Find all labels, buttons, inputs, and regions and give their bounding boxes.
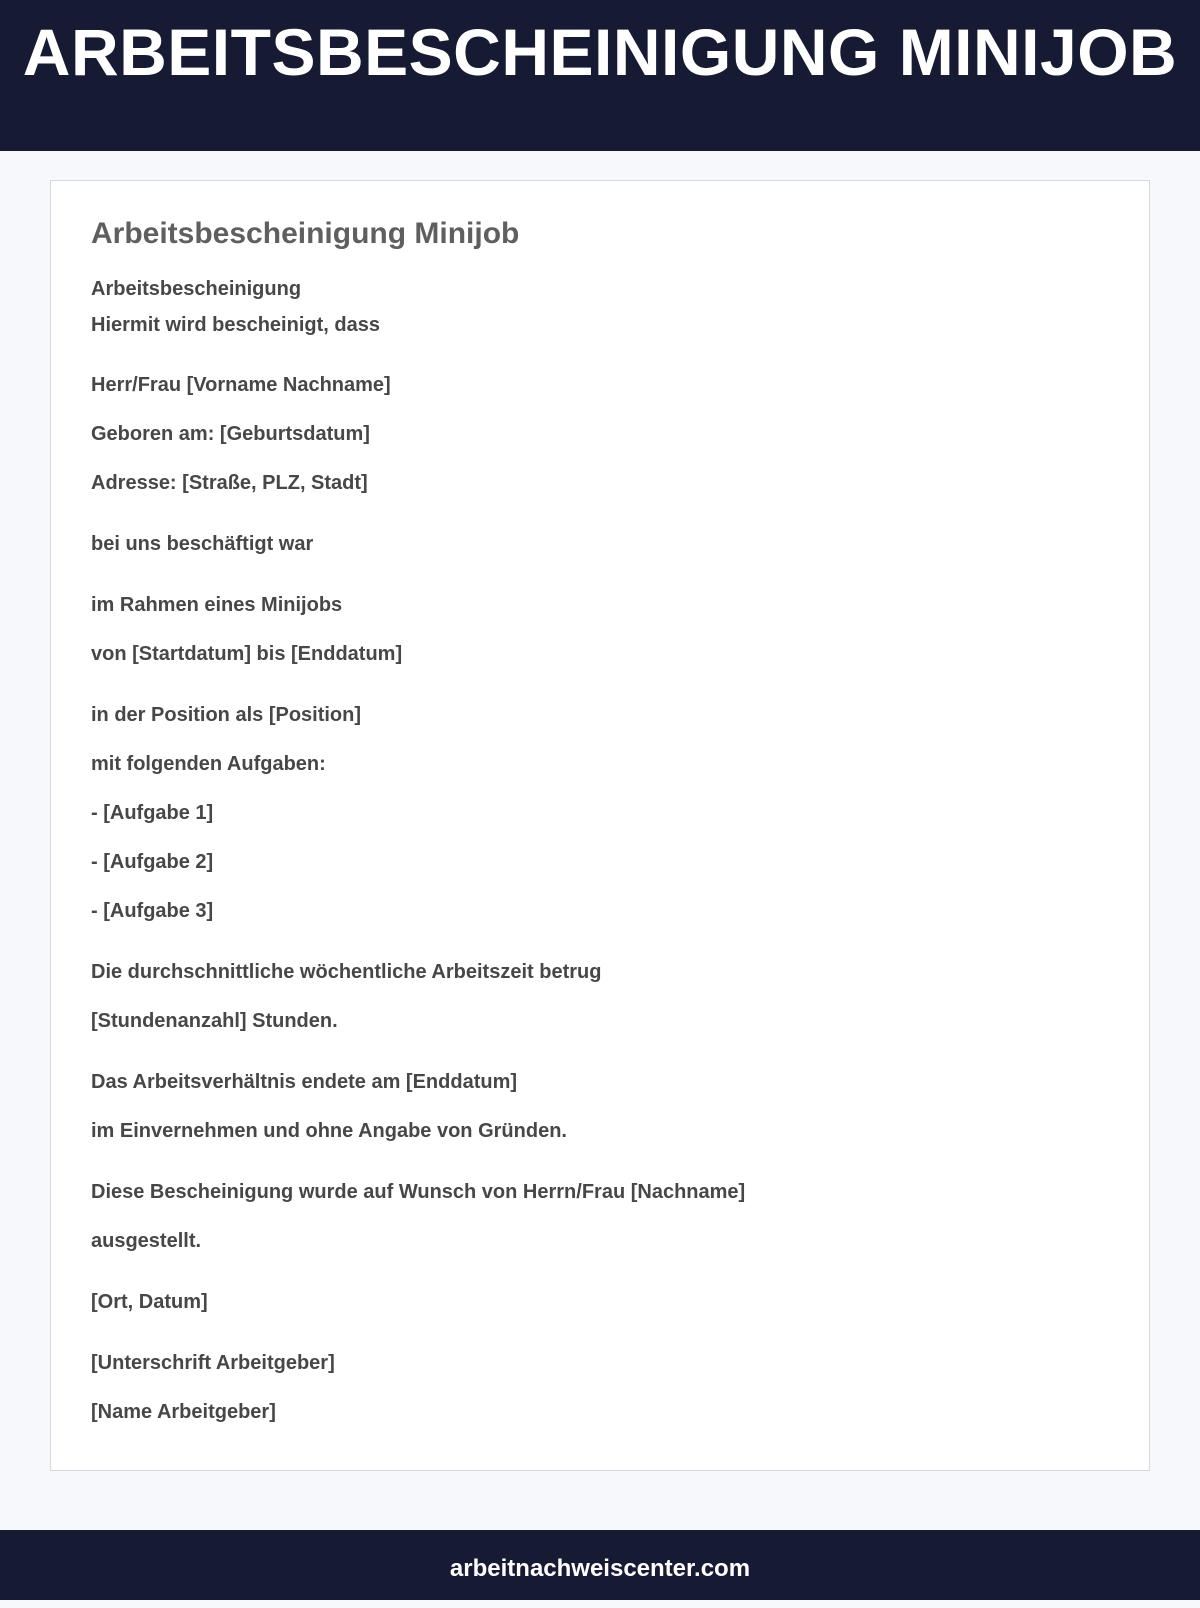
document-line-tasks-intro: mit folgenden Aufgaben: — [91, 753, 326, 775]
document-line-request: Diese Bescheinigung wurde auf Wunsch von Herrn/Frau [Nachname] — [91, 1181, 746, 1203]
page-header — [0, 0, 1200, 151]
document-card — [50, 180, 1150, 1471]
header-title: ARBEITSBESCHEINIGUNG MINIJOB — [22, 15, 1178, 89]
document-line-task-2: - [Aufgabe 2] — [91, 851, 214, 873]
document-line-period: von [Startdatum] bis [Enddatum] — [91, 643, 403, 665]
document-line-position: in der Position als [Position] — [91, 704, 362, 726]
document-line-birthdate: Geboren am: [Geburtsdatum] — [91, 423, 370, 445]
page-footer — [0, 1530, 1200, 1600]
document-line-name: Herr/Frau [Vorname Nachname] — [91, 374, 391, 396]
document-line-minijob: im Rahmen eines Minijobs — [91, 594, 343, 616]
document-line-employer-name: [Name Arbeitgeber] — [91, 1401, 276, 1423]
document-line-end-reason: im Einvernehmen und ohne Angabe von Gründen. — [91, 1120, 567, 1142]
document-title: Arbeitsbescheinigung Minijob — [91, 217, 520, 250]
document-line-signature: [Unterschrift Arbeitgeber] — [91, 1352, 335, 1374]
document-line-task-3: - [Aufgabe 3] — [91, 900, 214, 922]
document-line-heading: Arbeitsbescheinigung — [91, 278, 302, 300]
document-line-intro: Hiermit wird bescheinigt, dass — [91, 314, 380, 336]
footer-site-link[interactable]: arbeitnachweiscenter.com — [449, 1555, 751, 1582]
document-line-task-1: - [Aufgabe 1] — [91, 802, 214, 824]
document-line-place-date: [Ort, Datum] — [91, 1291, 208, 1313]
document-line-employed: bei uns beschäftigt war — [91, 533, 314, 555]
document-line-issued: ausgestellt. — [91, 1230, 202, 1252]
document-line-hours-intro: Die durchschnittliche wöchentliche Arbeitszeit betrug — [91, 961, 602, 983]
document-line-hours: [Stundenanzahl] Stunden. — [91, 1010, 338, 1032]
document-line-end: Das Arbeitsverhältnis endete am [Enddatum] — [91, 1071, 518, 1093]
document-line-address: Adresse: [Straße, PLZ, Stadt] — [91, 472, 368, 494]
